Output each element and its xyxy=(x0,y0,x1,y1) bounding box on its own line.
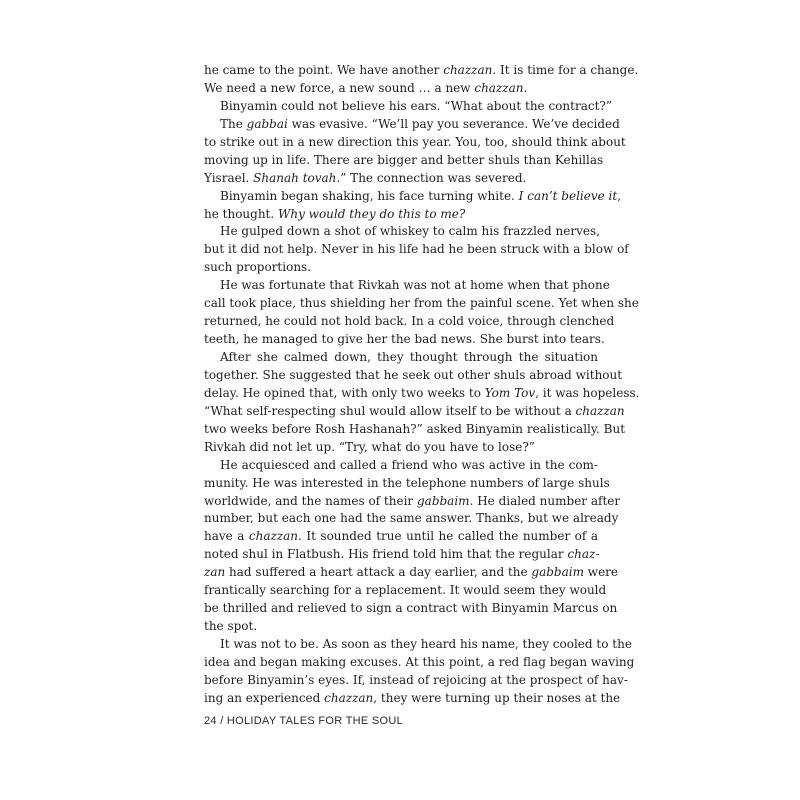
text-line: He acquiesced and called a friend who was active in the com- xyxy=(220,457,598,472)
text-line: he thought. Why would they do this to me? xyxy=(204,206,466,221)
text-line: to strike out in a new direction this year. You, too, should think about xyxy=(204,134,626,149)
text-line: but it did not help. Never in his life had he been struck with a blow of xyxy=(204,242,629,257)
text-line: “What self-respecting shul would allow itself to be without a chazzan xyxy=(204,403,625,418)
text-line: We need a new force, a new sound … a new chazzan. xyxy=(204,80,528,95)
text-line: After she calmed down, they thought through the situation xyxy=(220,350,598,364)
text-line: two weeks before Rosh Hashanah?” asked Binyamin realistically. But xyxy=(204,421,626,436)
text-line: he came to the point. We have another chazzan. It is time for a change. xyxy=(204,63,639,77)
text-line: zan had suffered a heart attack a day earlier, and the gabbaim were xyxy=(204,565,619,580)
text-line: teeth, he managed to give her the bad news. She burst into tears. xyxy=(204,332,605,347)
text-line: worldwide, and the names of their gabbaim. He dialed number after xyxy=(204,493,621,508)
text-line: It was not to be. As soon as they heard his name, they cooled to the xyxy=(220,637,632,651)
text-line: such proportions. xyxy=(204,260,312,275)
text-line: number, but each one had the same answer. Thanks, but we already xyxy=(204,511,619,526)
text-line: returned, he could not hold back. In a cold voice, through clenched xyxy=(204,314,615,329)
text-line: He gulped down a shot of whiskey to calm his frazzled nerves, xyxy=(220,224,600,239)
text-line: noted shul in Flatbush. His friend told him that the regular chaz- xyxy=(204,547,600,562)
text-line: have a chazzan. It sounded true until he called the number of a xyxy=(204,529,598,544)
text-line: call took place, thus shielding her from the painful scene. Yet when she xyxy=(204,296,639,311)
text-line: idea and began making excuses. At this point, a red flag began waving xyxy=(204,654,635,669)
text-line: delay. He opined that, with only two weeks to Yom Tov, it was hopeless. xyxy=(204,385,640,400)
text-line: munity. He was interested in the telephone numbers of large shuls xyxy=(204,475,610,490)
text-line: Rivkah did not let up. “Try, what do you have to lose?” xyxy=(204,439,535,454)
text-line: together. She suggested that he seek out other shuls abroad without xyxy=(204,367,623,382)
text-line: frantically searching for a replacement. It would seem they would xyxy=(204,583,607,598)
text-line: Binyamin could not believe his ears. “What about the contract?” xyxy=(220,98,612,113)
text-line: Binyamin began shaking, his face turning white. I can’t believe it, xyxy=(220,188,622,203)
body-text xyxy=(204,62,640,708)
text-line: moving up in life. There are bigger and better shuls than Kehillas xyxy=(204,152,604,167)
text-line: the spot. xyxy=(204,619,258,634)
text-line: be thrilled and relieved to sign a contract with Binyamin Marcus on xyxy=(204,601,618,616)
text-line: He was fortunate that Rivkah was not at home when that phone xyxy=(220,278,610,293)
text-line: The gabbai was evasive. “We’ll pay you severance. We’ve decided xyxy=(220,116,620,131)
text-line: ing an experienced chazzan, they were turning up their noses at the xyxy=(204,690,621,705)
page-footer: 24 / HOLIDAY TALES FOR THE SOUL xyxy=(204,715,404,727)
text-line: Yisrael. Shanah tovah.” The connection was severed. xyxy=(204,170,527,185)
text-line: before Binyamin’s eyes. If, instead of rejoicing at the prospect of hav- xyxy=(204,672,628,687)
